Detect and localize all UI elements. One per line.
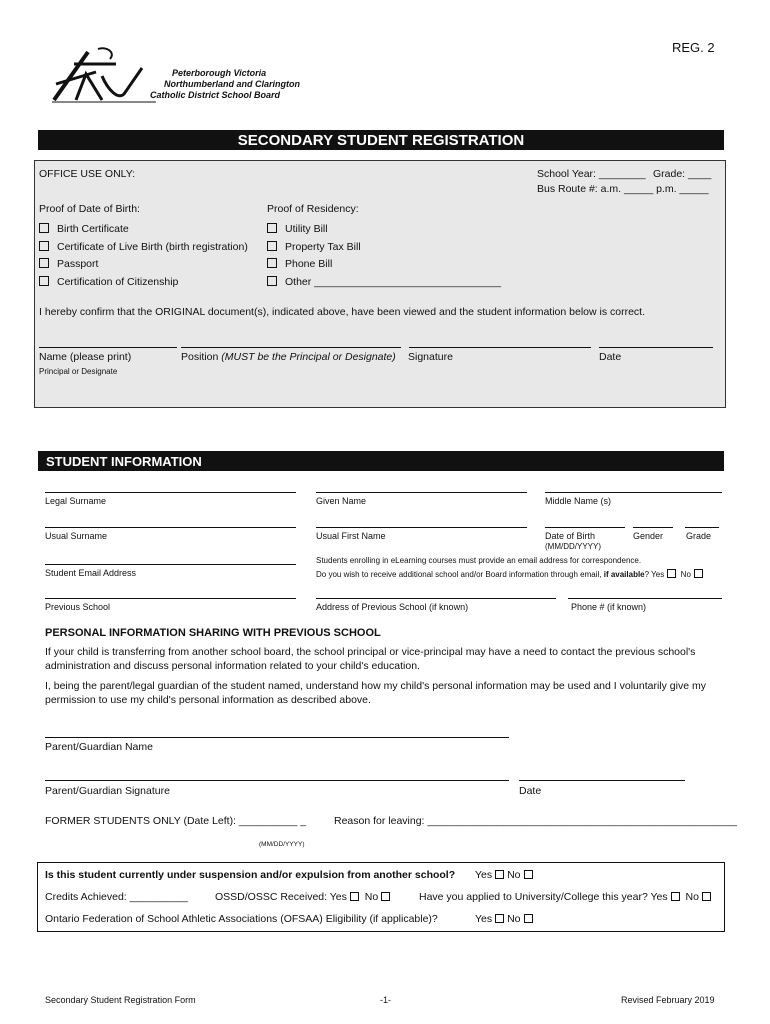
sharing-paragraph-2: I, being the parent/legal guardian of the student named, understand how my child's personal information may be used and I voluntarily give my permission to use my child's personal information as described above. bbox=[45, 680, 706, 706]
previous-address-label: Address of Previous School (if known) bbox=[316, 602, 469, 612]
credits-field[interactable]: Credits Achieved: __________ bbox=[45, 891, 189, 903]
checkbox-icon[interactable] bbox=[267, 241, 277, 251]
position-label: Position (MUST be the Principal or Designate) bbox=[181, 351, 396, 363]
ofsaa-no-checkbox[interactable] bbox=[524, 914, 533, 923]
checkbox-icon[interactable] bbox=[267, 223, 277, 233]
sharing-heading: PERSONAL INFORMATION SHARING WITH PREVIOUS SCHOOL bbox=[45, 627, 381, 639]
proof-residency-label: Proof of Residency: bbox=[267, 203, 359, 215]
confirm-statement: I hereby confirm that the ORIGINAL document(s), indicated above, have been viewed and the student information below is correct. bbox=[39, 306, 646, 318]
office-grade-field[interactable]: Grade: ____ bbox=[653, 168, 712, 180]
usual-surname-label: Usual Surname bbox=[45, 531, 108, 541]
proof-residency-item[interactable]: Other ________________________________ bbox=[267, 274, 501, 292]
former-students-date-field[interactable]: FORMER STUDENTS ONLY (Date Left): __________ _ bbox=[45, 815, 307, 827]
previous-school-label: Previous School bbox=[45, 602, 111, 612]
checkbox-icon[interactable] bbox=[267, 276, 277, 286]
office-use-heading: OFFICE USE ONLY: bbox=[39, 168, 136, 180]
dob-line[interactable] bbox=[545, 527, 625, 528]
suspension-yes-checkbox[interactable] bbox=[495, 870, 504, 879]
checkbox-icon[interactable] bbox=[39, 276, 49, 286]
usual-surname-line[interactable] bbox=[45, 527, 296, 528]
title-bar bbox=[38, 130, 724, 150]
board-logo bbox=[46, 46, 158, 104]
page-title: SECONDARY STUDENT REGISTRATION bbox=[237, 132, 525, 149]
position-line[interactable] bbox=[181, 347, 401, 348]
checkbox-icon[interactable] bbox=[39, 258, 49, 268]
middle-name-label: Middle Name (s) bbox=[545, 496, 612, 506]
suspension-options: Yes No bbox=[475, 869, 533, 881]
dob-format: (MM/DD/YYYY) bbox=[545, 542, 601, 551]
email-line[interactable] bbox=[45, 564, 296, 565]
footer-revised: Revised February 2019 bbox=[621, 995, 715, 1005]
name-label: Name (please print) bbox=[39, 351, 132, 363]
proof-birth-item[interactable]: Passport bbox=[39, 256, 248, 274]
guardian-signature-line[interactable] bbox=[45, 780, 509, 781]
former-date-format: (MM/DD/YYYY) bbox=[259, 841, 305, 848]
proof-birth-item[interactable]: Certification of Citizenship bbox=[39, 274, 248, 292]
ofsaa-options: Yes No bbox=[475, 913, 533, 925]
previous-school-line[interactable] bbox=[45, 598, 296, 599]
proof-residency-list bbox=[267, 221, 501, 291]
footer-form-name: Secondary Student Registration Form bbox=[45, 995, 196, 1005]
legal-surname-line[interactable] bbox=[45, 492, 296, 493]
previous-address-line[interactable] bbox=[316, 598, 556, 599]
proof-birth-item[interactable]: Birth Certificate bbox=[39, 221, 248, 239]
checkbox-icon[interactable] bbox=[267, 258, 277, 268]
grade-label: Grade bbox=[686, 531, 712, 541]
sharing-paragraph-1: If your child is transferring from another school board, the school principal or vice-principal may have a need to contact the previous school's administration and discuss personal information related to your child's education. bbox=[45, 646, 696, 672]
guardian-name-label: Parent/Guardian Name bbox=[45, 741, 153, 753]
applied-question: Have you applied to University/College this year? Yes No bbox=[419, 891, 711, 903]
school-year-field[interactable]: School Year: ________ bbox=[537, 168, 646, 180]
email-label: Student Email Address bbox=[45, 568, 137, 578]
dob-label: Date of Birth bbox=[545, 531, 596, 541]
proof-birth-item[interactable]: Certificate of Live Birth (birth registration) bbox=[39, 239, 248, 257]
student-info-heading: STUDENT INFORMATION bbox=[46, 454, 202, 469]
suspension-no-checkbox[interactable] bbox=[524, 870, 533, 879]
guardian-signature-label: Parent/Guardian Signature bbox=[45, 785, 170, 797]
given-name-line[interactable] bbox=[316, 492, 527, 493]
proof-residency-item[interactable]: Property Tax Bill bbox=[267, 239, 501, 257]
student-info-bar bbox=[38, 451, 724, 471]
guardian-date-label: Date bbox=[519, 785, 542, 797]
given-name-label: Given Name bbox=[316, 496, 367, 506]
footer-page-number: -1- bbox=[380, 995, 391, 1005]
phone-label: Phone # (if known) bbox=[571, 602, 647, 612]
proof-birth-label: Proof of Date of Birth: bbox=[39, 203, 140, 215]
elearning-note: Students enrolling in eLearning courses must provide an email address for correspondence. bbox=[316, 556, 642, 565]
gender-label: Gender bbox=[633, 531, 664, 541]
legal-surname-label: Legal Surname bbox=[45, 496, 107, 506]
phone-line[interactable] bbox=[568, 598, 722, 599]
proof-birth-list bbox=[39, 221, 248, 291]
reason-for-leaving-field[interactable]: Reason for leaving: _____________________________________________________ bbox=[334, 815, 737, 827]
usual-first-label: Usual First Name bbox=[316, 531, 386, 541]
ossd-question: OSSD/OSSC Received: Yes No bbox=[215, 891, 390, 903]
board-name bbox=[150, 68, 300, 101]
guardian-name-line[interactable] bbox=[45, 737, 509, 738]
email-question: Do you wish to receive additional school and/or Board information through email, if available? Yes No bbox=[316, 569, 703, 579]
date-line[interactable] bbox=[599, 347, 713, 348]
signature-line[interactable] bbox=[409, 347, 591, 348]
ofsaa-yes-checkbox[interactable] bbox=[495, 914, 504, 923]
applied-no-checkbox[interactable] bbox=[702, 892, 711, 901]
board-name-line2: Northumberland and Clarington bbox=[164, 79, 300, 89]
checkbox-icon[interactable] bbox=[39, 223, 49, 233]
name-line[interactable] bbox=[39, 347, 177, 348]
guardian-date-line[interactable] bbox=[519, 780, 685, 781]
suspension-question: Is this student currently under suspension and/or expulsion from another school? bbox=[45, 869, 456, 881]
board-name-line3: Catholic District School Board bbox=[150, 90, 281, 100]
board-name-line1: Peterborough Victoria bbox=[172, 68, 267, 78]
form-code: REG. 2 bbox=[672, 40, 715, 55]
email-yes-checkbox[interactable] bbox=[667, 569, 676, 578]
email-no-checkbox[interactable] bbox=[694, 569, 703, 578]
proof-residency-item[interactable]: Utility Bill bbox=[267, 221, 501, 239]
ofsaa-question: Ontario Federation of School Athletic Associations (OFSAA) Eligibility (if applicable)? bbox=[45, 913, 438, 925]
date-label: Date bbox=[599, 351, 622, 363]
gender-line[interactable] bbox=[633, 527, 673, 528]
usual-first-line[interactable] bbox=[316, 527, 527, 528]
ossd-no-checkbox[interactable] bbox=[381, 892, 390, 901]
applied-yes-checkbox[interactable] bbox=[671, 892, 680, 901]
checkbox-icon[interactable] bbox=[39, 241, 49, 251]
middle-name-line[interactable] bbox=[545, 492, 722, 493]
grade-line[interactable] bbox=[685, 527, 719, 528]
ossd-yes-checkbox[interactable] bbox=[350, 892, 359, 901]
proof-residency-item[interactable]: Phone Bill bbox=[267, 256, 501, 274]
principal-note: Principal or Designate bbox=[39, 367, 118, 376]
signature-label: Signature bbox=[408, 351, 453, 363]
bus-route-field[interactable]: Bus Route #: a.m. _____ p.m. _____ bbox=[537, 183, 709, 195]
